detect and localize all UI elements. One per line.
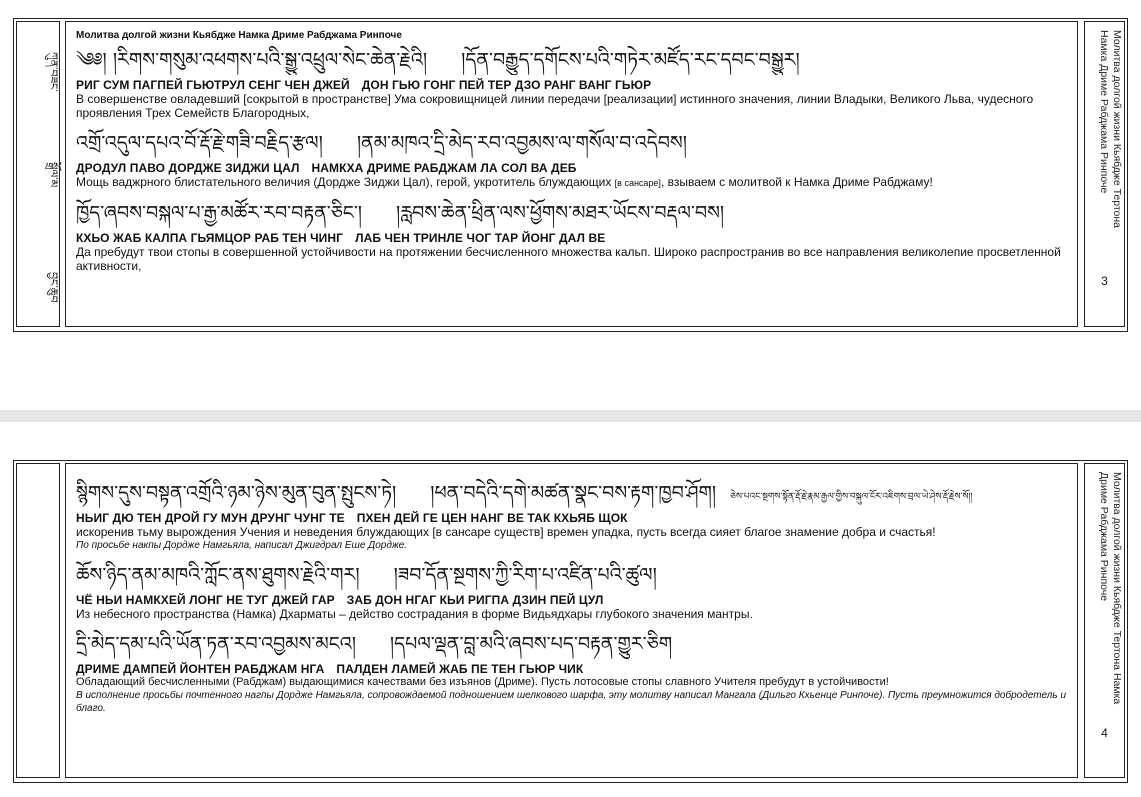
main-column	[65, 463, 1078, 778]
tibetan-text-a: ཁྱོད་ཞབས་བསྐལ་པ་རྒྱ་མཚོར་རབ་བརྟན་ཅིང་།	[76, 202, 363, 224]
translation	[76, 175, 1069, 190]
translit-a: ДРОДУЛ ПАВО ДОРДЖЕ ЗИДЖИ ЦАЛ	[76, 161, 300, 175]
tibetan-colophon: ཅེས་པའང་སྔགས་སྟོན་རྡོ་རྗེ་རྣམ་རྒྱལ་གྱིས་བསྐུལ་ངོར་འཇིགས་བྲལ་ཡེ་ཤེས་རྡོ་རྗེས་སོ།།	[730, 492, 973, 502]
right-column	[1084, 21, 1125, 327]
translation: Из небесного пространства (Намка) Дхарматы – действо сострадания в форме Видьядхары глубокого значения мантры.	[76, 607, 753, 621]
translit-b: ЗАБ ДОН НГАГ КЬИ РИГПА ДЗИН ПЕЙ ЦУЛ	[346, 593, 604, 607]
tibetan-line	[76, 629, 1069, 659]
translit-b: ЛАБ ЧЕН ТРИНЛЕ ЧОГ ТАР ЙОНГ ДАЛ ВЕ	[355, 231, 606, 245]
page-3	[13, 18, 1128, 332]
tibetan-text-a: དྲི་མེད་དམ་པའི་ཡོན་ཏན་རབ་འབྱམས་མངའ།	[76, 633, 356, 655]
page-number: 4	[1101, 726, 1108, 740]
page-header: Молитва долгой жизни Кьябдже Намка Дриме Рабджама Ринпоче	[76, 30, 402, 41]
verse-2	[76, 128, 1069, 190]
transliteration	[76, 78, 1069, 92]
translation: Да пребудут твои стопы в совершенной устойчивости на протяжении бесчисленного множества кальп. Широко распространив во все направления великолепие просветленной активности,	[76, 245, 1061, 273]
translit-a: ЧЁ НЬИ НАМКХЕЙ ЛОНГ НЕ ТУГ ДЖЕЙ ГАР	[76, 593, 335, 607]
colophon-note: В исполнение просьбы почтенного нагпы Дордже Намгьяла, сопровождаемой подношением шелкового шарфа, эту молитву написал Мангала (Дильго Кхьенце Ринпоче). Пусть преумножится добродетель и благо.	[76, 690, 1067, 714]
tibetan-text-b: །རླབས་ཆེན་ཕྲིན་ལས་ཕྱོགས་མཐར་ཡོངས་བརྡལ་བས།	[396, 202, 725, 224]
translit-b: ПАЛДЕН ЛАМЕЙ ЖАБ ПЕ ТЕН ГЬЮР ЧИК	[336, 662, 584, 676]
tibetan-text-a: སྙིགས་དུས་བསྟན་འགྲོའི་ཉམ་ཉེས་མུན་བུན་སྤུངས་ཏེ།	[76, 482, 397, 504]
colophon-note: По просьбе накпы Дордже Намгьяла, написал Джигдрал Еше Дордже.	[76, 540, 408, 551]
side-label-1: ཀུན་བཟང་	[47, 52, 60, 92]
transliteration	[76, 161, 1069, 175]
left-column	[16, 463, 60, 778]
transliteration	[76, 662, 1069, 676]
verse-5	[76, 560, 1069, 621]
translit-a: ДРИМЕ ДАМПЕЙ ЙОНТЕН РАБДЖАМ НГА	[76, 662, 325, 676]
translit-b: ПХЕН ДЕЙ ГЕ ЦЕН НАНГ ВЕ ТАК КХЬЯБ ЩОК	[356, 511, 628, 525]
tibetan-text-b: །ནམ་མཁའ་དྲི་མེད་རབ་འབྱམས་ལ་གསོལ་བ་འདེབས།	[356, 132, 687, 154]
translit-a: РИГ СУМ ПАГПЕЙ ГЬЮТРУЛ СЕНГ ЧЕН ДЖЕЙ	[76, 78, 350, 92]
page-content	[76, 28, 1069, 281]
tibetan-text-b: །དོན་བརྒྱུད་དགོངས་པའི་གཏེར་མཛོད་རང་དབང་བསྒྱུར།	[461, 49, 800, 71]
vertical-title: Молитва долгой жизни Кьябдже Тертона Намка Дриме Рабджама Ринпоче	[1098, 472, 1123, 705]
page-content	[76, 478, 1069, 723]
tibetan-line	[76, 198, 1069, 228]
transliteration	[76, 593, 1069, 607]
page-4	[13, 460, 1128, 783]
tibetan-text-a: འགྲོ་འདུལ་དཔའ་བོ་རྡོ་རྗེ་གཟི་བརྗིད་རྩལ།	[76, 132, 323, 154]
translit-a: КХЬО ЖАБ КАЛПА ГЬЯМЦОР РАБ ТЕН ЧИНГ	[76, 231, 344, 245]
verse-4	[76, 478, 1069, 552]
tibetan-text-a: ཆོས་ཉིད་ནམ་མཁའི་ཀློང་ནས་ཐུགས་རྗེའི་གར།	[76, 564, 360, 586]
translit-a: НЬИГ ДЮ ТЕН ДРОЙ ГУ МУН ДРУНГ ЧУНГ ТЕ	[76, 511, 345, 525]
translation: В совершенстве овладевший [сокрытой в пространстве] Ума сокровищницей линии передачи [реализации] истинного значения, линии Владыки, Великого Льва, чудесного проявления Трех Семейств Благородных,	[76, 92, 1034, 120]
verse-1	[76, 45, 1069, 120]
side-label-2: སྒྲོལ་མ	[47, 162, 60, 188]
translation: Обладающий бесчисленными (Рабджам) выдающимися качествами без изъянов (Дриме). Пусть лотосовые стопы славного Учителя пребудут в устойчивости!	[76, 676, 889, 688]
right-column	[1084, 463, 1125, 778]
tibetan-line	[76, 560, 1069, 590]
translation: искоренив тьму вырождения Учения и неведения блуждающих [в сансаре существ] времен упадка, пусть всегда сияет благое знамение добра и счастья!	[76, 525, 936, 539]
verse-6	[76, 629, 1069, 715]
side-label-3: བྱང་ཆུབ	[47, 272, 60, 303]
page-number: 3	[1101, 274, 1108, 288]
tibetan-line	[76, 45, 1069, 75]
tibetan-text-a: ༄༅། །རིགས་གསུམ་འཕགས་པའི་སྒྱུ་འཕྲུལ་སེང་ཆེན་རྗེའི།	[76, 49, 428, 71]
tibetan-text-b: །ཟབ་དོན་སྔགས་ཀྱི་རིག་པ་འཛིན་པའི་ཚུལ།	[393, 564, 657, 586]
tibetan-line	[76, 478, 1069, 508]
tibetan-line	[76, 128, 1069, 158]
transliteration	[76, 231, 1069, 245]
translit-b: ДОН ГЬЮ ГОНГ ПЕЙ ТЕР ДЗО РАНГ ВАНГ ГЬЮР	[361, 78, 652, 92]
tibetan-text-b: །དཔལ་ལྡན་བླ་མའི་ཞབས་པད་བརྟན་གྱུར་ཅིག	[389, 633, 673, 655]
transliteration	[76, 511, 1069, 525]
main-column	[65, 21, 1078, 327]
left-column	[16, 21, 60, 327]
vertical-title: Молитва долгой жизни Кьябдже Тертона Намка Дриме Рабджама Ринпоче	[1098, 30, 1123, 229]
translation-pre: Мощь ваджрного блистательного величия (Дордже Зиджи Цал), герой, укротитель блуждающих	[76, 175, 615, 189]
translit-b: НАМКХА ДРИМЕ РАБДЖАМ ЛА СОЛ ВА ДЕБ	[311, 161, 577, 175]
translation-bracket: [в сансаре]	[614, 178, 661, 188]
tibetan-text-b: །ཕན་བདེའི་དགེ་མཚན་སྣང་བས་རྟག་ཁྱབ་ཤོག།	[430, 482, 717, 504]
page-separator	[0, 410, 1141, 422]
verse-3	[76, 198, 1069, 273]
translation-post: , взываем с молитвой к Намка Дриме Рабджаму!	[660, 175, 933, 189]
